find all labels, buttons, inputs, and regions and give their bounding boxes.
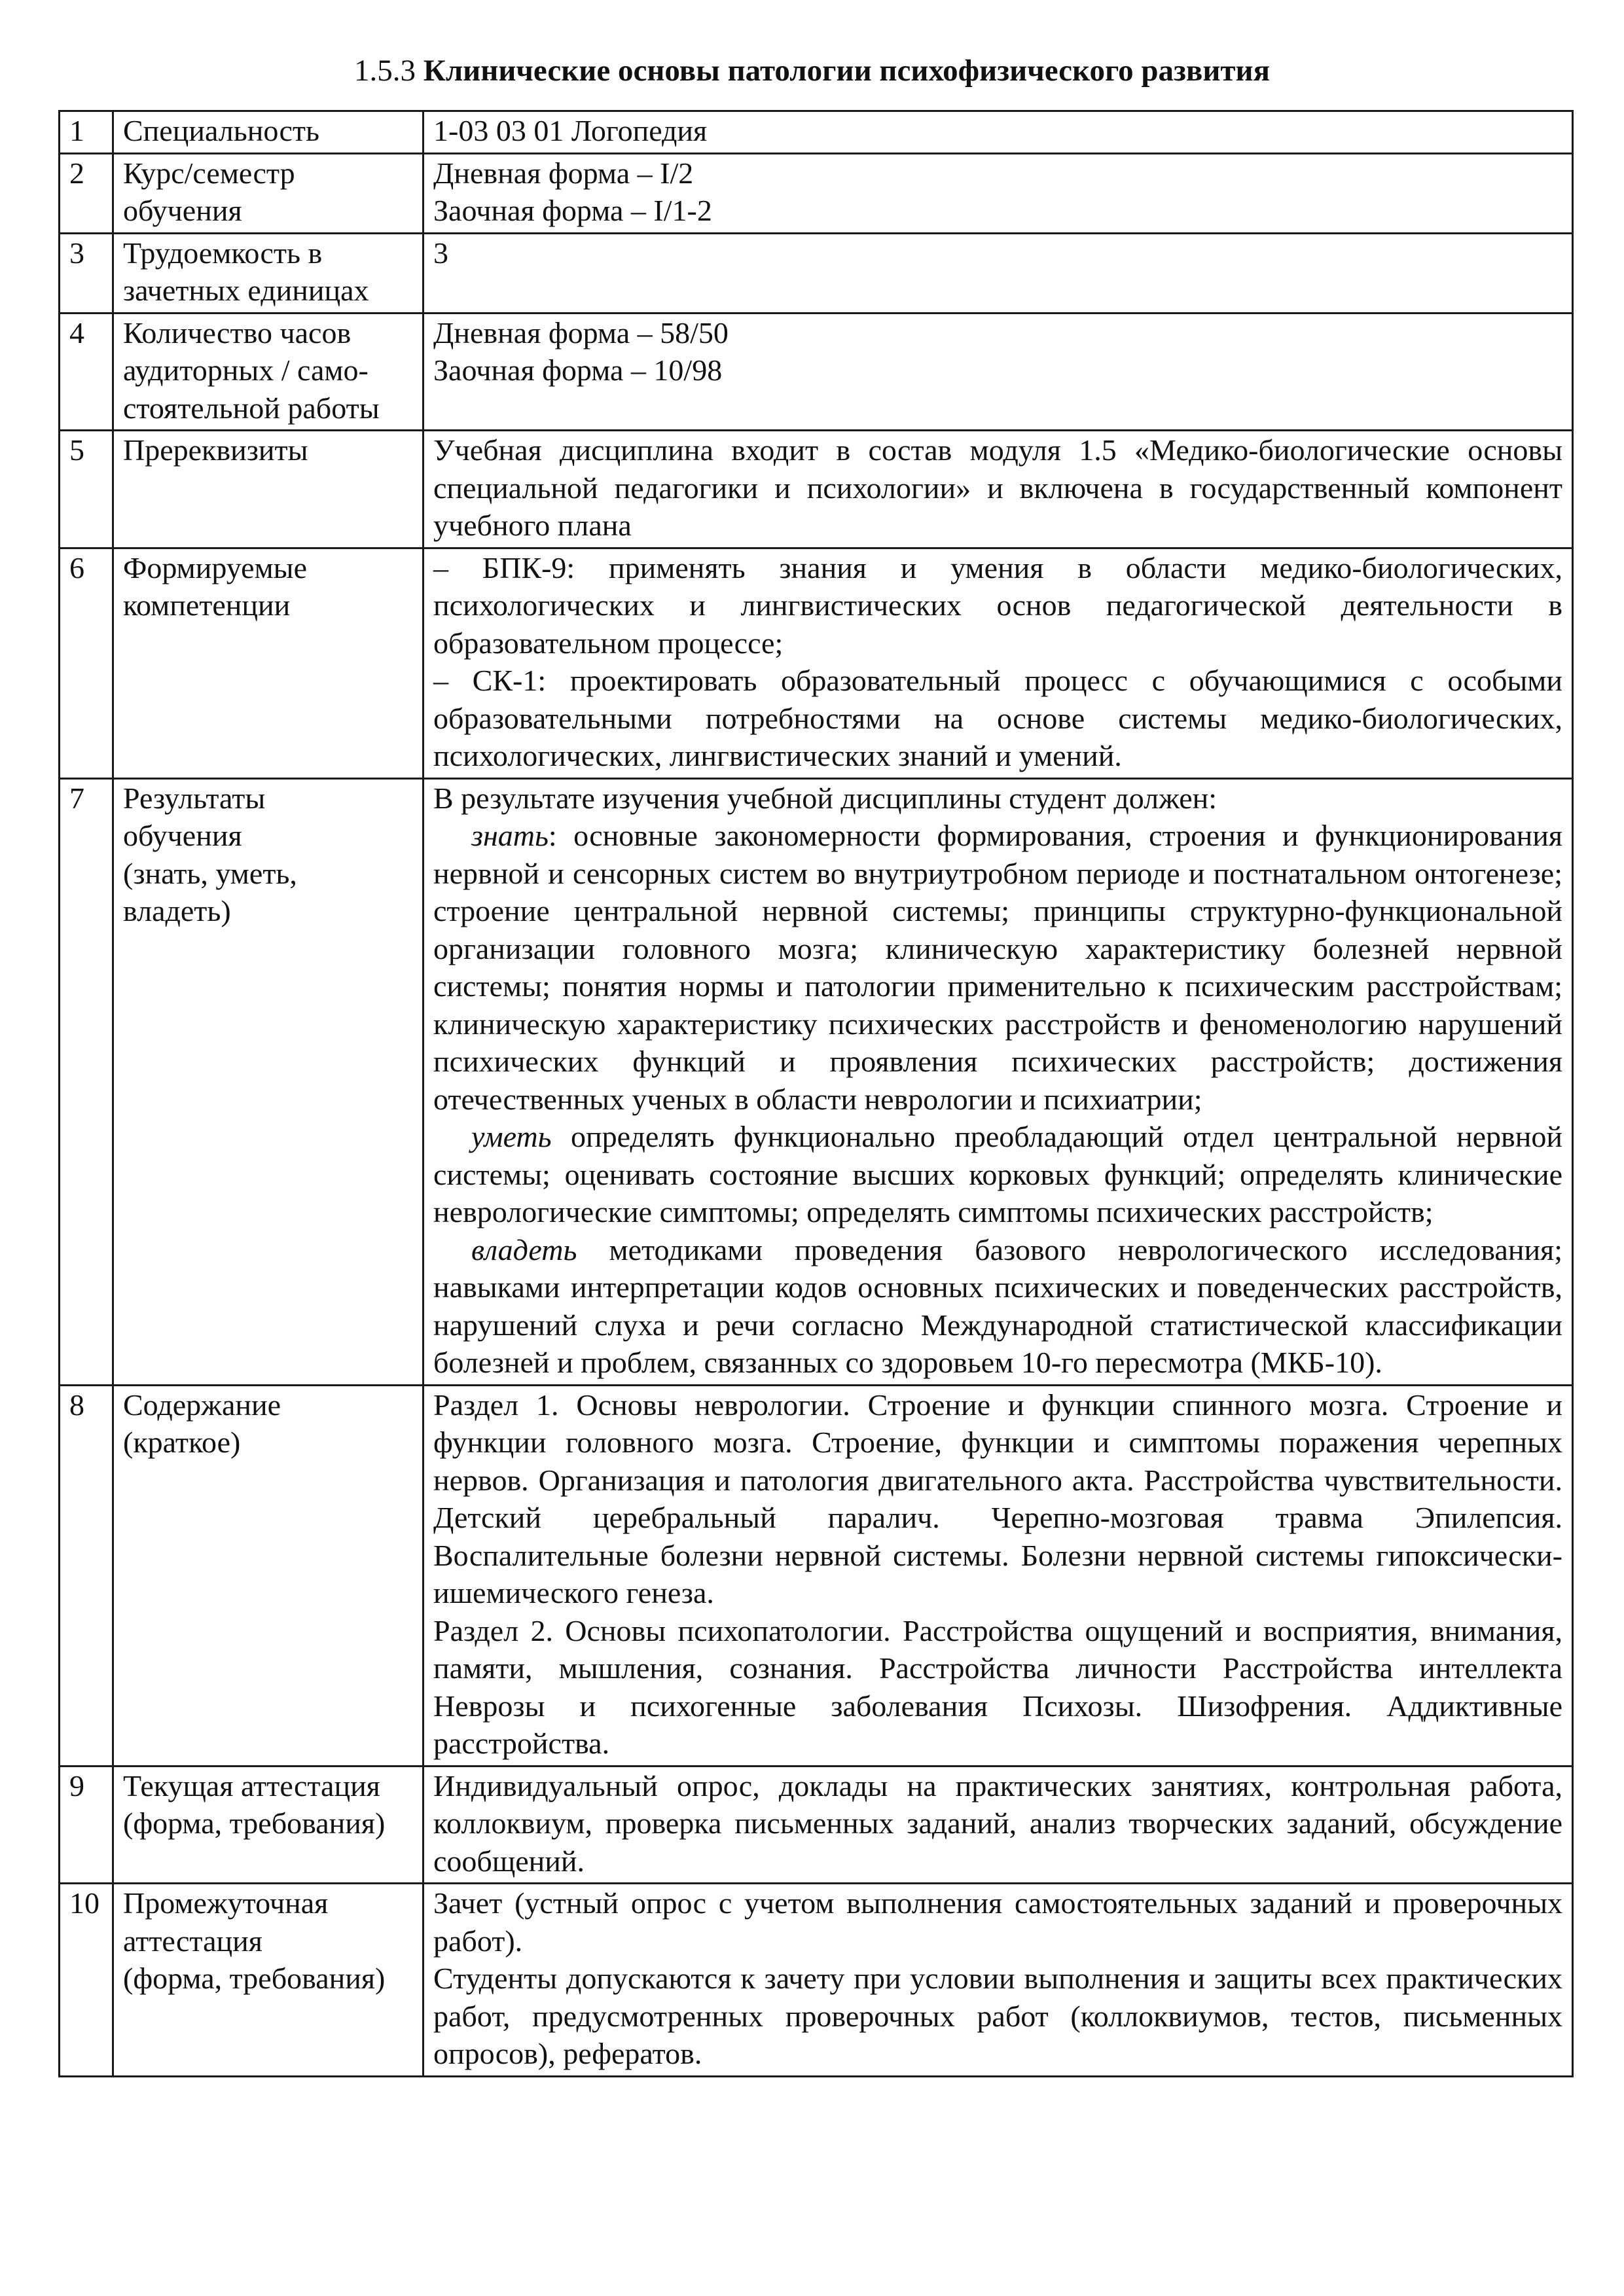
row-number: 6 [60,548,113,778]
table-row [60,1766,1573,1884]
exam-admission: Студенты допускаются к зачету при условии выполнения и защиты всех практических работ, предусмотренных проверочных работ (коллоквиумов, тестов, письменных опросов), рефератов. [433,1962,1562,2070]
row-number: 1 [60,111,113,154]
row-label: Количество часов аудиторных / само- стоятельной работы [113,313,424,431]
table-row [60,1385,1573,1766]
table-row [60,1884,1573,2077]
row-number: 5 [60,431,113,548]
competence-bpk9: – БПК-9: применять знания и умения в области медико-биологических, психологических и лингвистических основ педагогической деятельности в образовательном процессе; [433,550,1562,660]
table-row [60,153,1573,233]
discipline-title: Клинические основы патологии психофизического развития [423,54,1270,88]
table-row [60,313,1573,431]
row-value: Дневная форма – I/2 Заочная форма – I/1-2 [424,153,1573,233]
row-value [424,778,1573,1385]
row-value [424,1884,1573,2077]
exam-form: Зачет (устный опрос с учетом выполнения самостоятельных заданий и проверочных работ). [433,1886,1562,1958]
row-label: Трудоемкость в зачетных единицах [113,233,424,313]
row-value: 3 [424,233,1573,313]
row-number: 10 [60,1884,113,2077]
can-label: уметь [471,1120,552,1153]
discipline-spec-table [58,110,1574,2077]
page-title [0,51,1624,90]
outcomes-intro: В результате изучения учебной дисциплины студент должен: [433,781,1218,815]
row-label: Результаты обучения (знать, уметь, владеть) [113,778,424,1385]
row-label: Промежуточная аттестация (форма, требования) [113,1884,424,2077]
table-row [60,111,1573,154]
row-value [424,1385,1573,1766]
outcome-know: знать: основные закономерности формирования, строения и функционирования нервной и сенсорных систем во внутриутробном периоде и постнатальном онтогенезе; строение центральной нервной системы; принципы структурно-функциональной организации головного мозга; клиническую характеристику болезней нервной системы; понятия нормы и патологии применительно к психическим расстройствам; клиническую характеристику психических расстройств и феноменологию нарушений психических функций и проявления психических расстройств; достижения отечественных ученых в области неврологии и психиатрии; [433,819,1562,1116]
row-number: 4 [60,313,113,431]
row-label: Пререквизиты [113,431,424,548]
know-label: знать [471,819,549,852]
row-label: Содержание (краткое) [113,1385,424,1766]
section-number: 1.5.3 [353,54,416,88]
row-value: Дневная форма – 58/50 Заочная форма – 10/98 [424,313,1573,431]
content-section-1: Раздел 1. Основы неврологии. Строение и функции спинного мозга. Строение и функции головного мозга. Строение, функции и симптомы поражения черепных нервов. Организация и патология двигательного акта. Расстройства чувствительности. Детский церебральный паралич. Черепно-мозговая травма Эпилепсия. Воспалительные болезни нервной системы. Болезни нервной системы гипоксически-ишемического генеза. [433,1388,1562,1609]
row-label: Формируемые компетенции [113,548,424,778]
table-row [60,778,1573,1385]
row-number: 8 [60,1385,113,1766]
content-section-2: Раздел 2. Основы психопатологии. Расстройства ощущений и восприятия, внимания, памяти, мышления, сознания. Расстройства личности Расстройства интеллекта Неврозы и психогенные заболевания Психозы. Шизофрения. Аддиктивные расстройства. [433,1613,1562,1760]
own-label: владеть [471,1232,577,1266]
competence-sk1: – СК-1: проектировать образовательный процесс с обучающимися с особыми образовательными потребностями на основе системы медико-биологических, психологических, лингвистических знаний и умений. [433,664,1562,772]
row-label: Специальность [113,111,424,154]
row-value: Учебная дисциплина входит в состав модуля 1.5 «Медико-биологические основы специальной педагогики и психологии» и включена в государственный компонент учебного плана [424,431,1573,548]
row-number: 7 [60,778,113,1385]
row-value: Индивидуальный опрос, доклады на практических занятиях, контрольная работа, коллоквиум, проверка письменных заданий, анализ творческих заданий, обсуждение сообщений. [424,1766,1573,1884]
row-value [424,548,1573,778]
row-label: Курс/семестр обучения [113,153,424,233]
outcome-own: владеть методиками проведения базового неврологического исследования; навыками интерпретации кодов основных психических и поведенческих расстройств, нарушений слуха и речи согласно Международной статистической классификации болезней и проблем, связанных со здоровьем 10-го пересмотра (МКБ-10). [433,1232,1562,1379]
row-number: 2 [60,153,113,233]
table-row [60,233,1573,313]
table-row [60,548,1573,778]
row-label: Текущая аттестация (форма, требования) [113,1766,424,1884]
row-number: 3 [60,233,113,313]
row-value: 1-03 03 01 Логопедия [424,111,1573,154]
outcome-can: уметь определять функционально преобладающий отдел центральной нервной системы; оценивать состояние высших корковых функций; определять клинические неврологические симптомы; определять симптомы психических расстройств; [433,1120,1562,1229]
row-number: 9 [60,1766,113,1884]
table-row [60,431,1573,548]
